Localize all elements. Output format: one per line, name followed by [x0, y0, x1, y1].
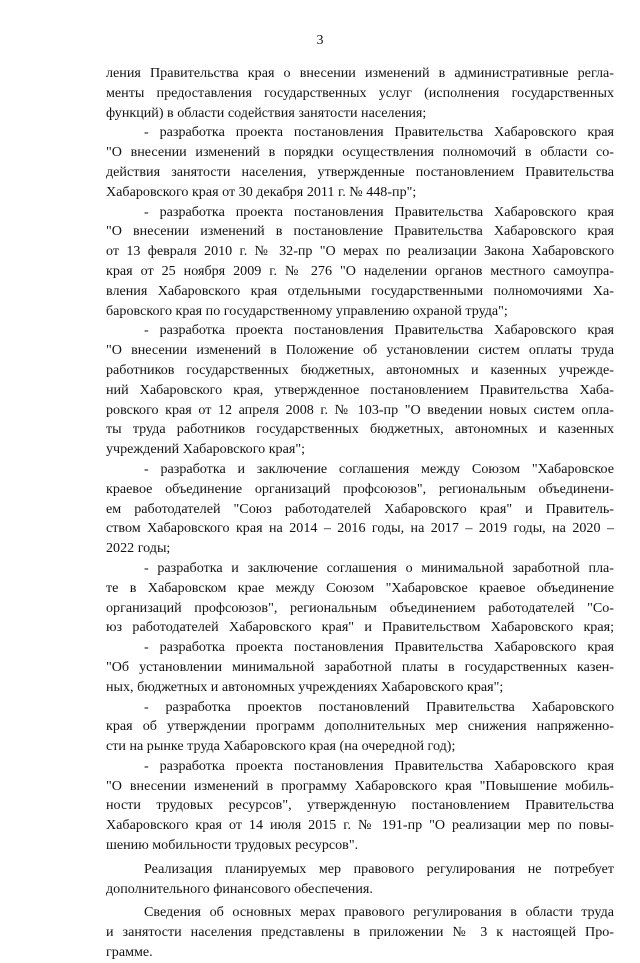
document-body — [106, 64, 614, 963]
text-line: ления Правительства края о внесении изменений в административные регла- — [106, 65, 614, 81]
text-line: Хабаровского края от 30 декабря 2011 г. № 448-пр"; — [106, 183, 417, 200]
page-number: 3 — [316, 33, 324, 48]
text-line: 2022 годы; — [106, 540, 171, 557]
text-line: ты труда работников государственных бюджетных, автономных и казенных — [106, 421, 614, 438]
text-line: "О внесении изменений в Положение об установлении систем оплаты труда — [106, 342, 614, 359]
text-line: учреждений Хабаровского края"; — [106, 441, 306, 458]
text-line: вления Хабаровского края отдельными государственными полномочиями Ха- — [106, 282, 614, 299]
text-line: ровского края от 12 апреля 2008 г. № 103-пр "О введении новых систем опла- — [106, 401, 614, 418]
text-line: краевое объединение организаций профсоюзов", региональным объединени- — [106, 480, 614, 497]
text-line: - разработка и заключение соглашения между Союзом "Хабаровское — [144, 460, 614, 477]
text-line: шению мобильности трудовых ресурсов". — [106, 837, 359, 854]
text-line: от 13 февраля 2010 г. № 32-пр "О мерах по реализации Закона Хабаровского — [106, 243, 614, 260]
text-line: баровского края по государственному управлению охраной труда"; — [106, 302, 508, 319]
text-line: дополнительного финансового обеспечения. — [106, 880, 373, 897]
text-line: и занятости населения представлены в приложении № 3 к настоящей Про- — [106, 924, 614, 941]
text-line: организаций профсоюзов", региональным объединением работодателей "Со- — [106, 599, 614, 616]
text-line: функций) в области содействия занятости населения; — [106, 104, 427, 121]
text-line: грамме. — [106, 944, 153, 961]
text-line: - разработка проекта постановления Правительства Хабаровского края — [144, 757, 614, 774]
text-line: - разработка проектов постановлений Правительства Хабаровского — [144, 698, 614, 715]
text-line: ством Хабаровского края на 2014 – 2016 годы, на 2017 – 2019 годы, на 2020 – — [106, 520, 614, 537]
text-line: - разработка проекта постановления Правительства Хабаровского края — [144, 124, 614, 141]
text-line: - разработка и заключение соглашения о минимальной заработной пла- — [144, 559, 614, 576]
text-line: сти на рынке труда Хабаровского края (на очередной год); — [106, 738, 456, 755]
text-line: работников государственных бюджетных, автономных и казенных учрежде- — [106, 361, 614, 378]
text-line: - разработка проекта постановления Правительства Хабаровского края — [144, 203, 614, 220]
text-line: менты предоставления государственных услуг (исполнения государственных — [106, 84, 614, 101]
text-line: "О внесении изменений в постановление Правительства Хабаровского края — [106, 223, 614, 240]
text-line: края от 25 ноября 2009 г. № 276 "О наделении органов местного самоупра- — [106, 262, 614, 279]
text-line: Реализация планируемых мер правового регулирования не потребует — [144, 860, 614, 877]
text-line: края об утверждении программ дополнительных мер снижения напряженно- — [106, 718, 614, 735]
text-line: те в Хабаровском крае между Союзом "Хабаровское краевое объединение — [106, 579, 614, 596]
text-line: "О внесении изменений в порядки осуществления полномочий в области со- — [106, 144, 614, 161]
text-line: ем работодателей "Союз работодателей Хабаровского края" и Правитель- — [106, 500, 614, 517]
text-line: "Об установлении минимальной заработной платы в государственных казен- — [106, 658, 614, 675]
text-line: действия занятости населения, утвержденные постановлением Правительства — [106, 163, 614, 180]
text-line: ний Хабаровского края, утвержденное постановлением Правительства Хаба- — [106, 381, 614, 398]
text-line: "О внесении изменений в программу Хабаровского края "Повышение мобиль- — [106, 777, 614, 794]
text-line: Сведения об основных мерах правового регулирования в области труда — [144, 904, 614, 921]
text-line: Хабаровского края от 14 июля 2015 г. № 191-пр "О реализации мер по повы- — [106, 817, 614, 834]
text-line: - разработка проекта постановления Правительства Хабаровского края — [144, 322, 614, 339]
text-line: ности трудовых ресурсов", утвержденную постановлением Правительства — [106, 797, 614, 814]
text-line: ных, бюджетных и автономных учреждениях Хабаровского края"; — [106, 678, 504, 695]
text-line: - разработка проекта постановления Правительства Хабаровского края — [144, 639, 614, 656]
text-line: юз работодателей Хабаровского края" и Правительством Хабаровского края; — [106, 619, 614, 636]
